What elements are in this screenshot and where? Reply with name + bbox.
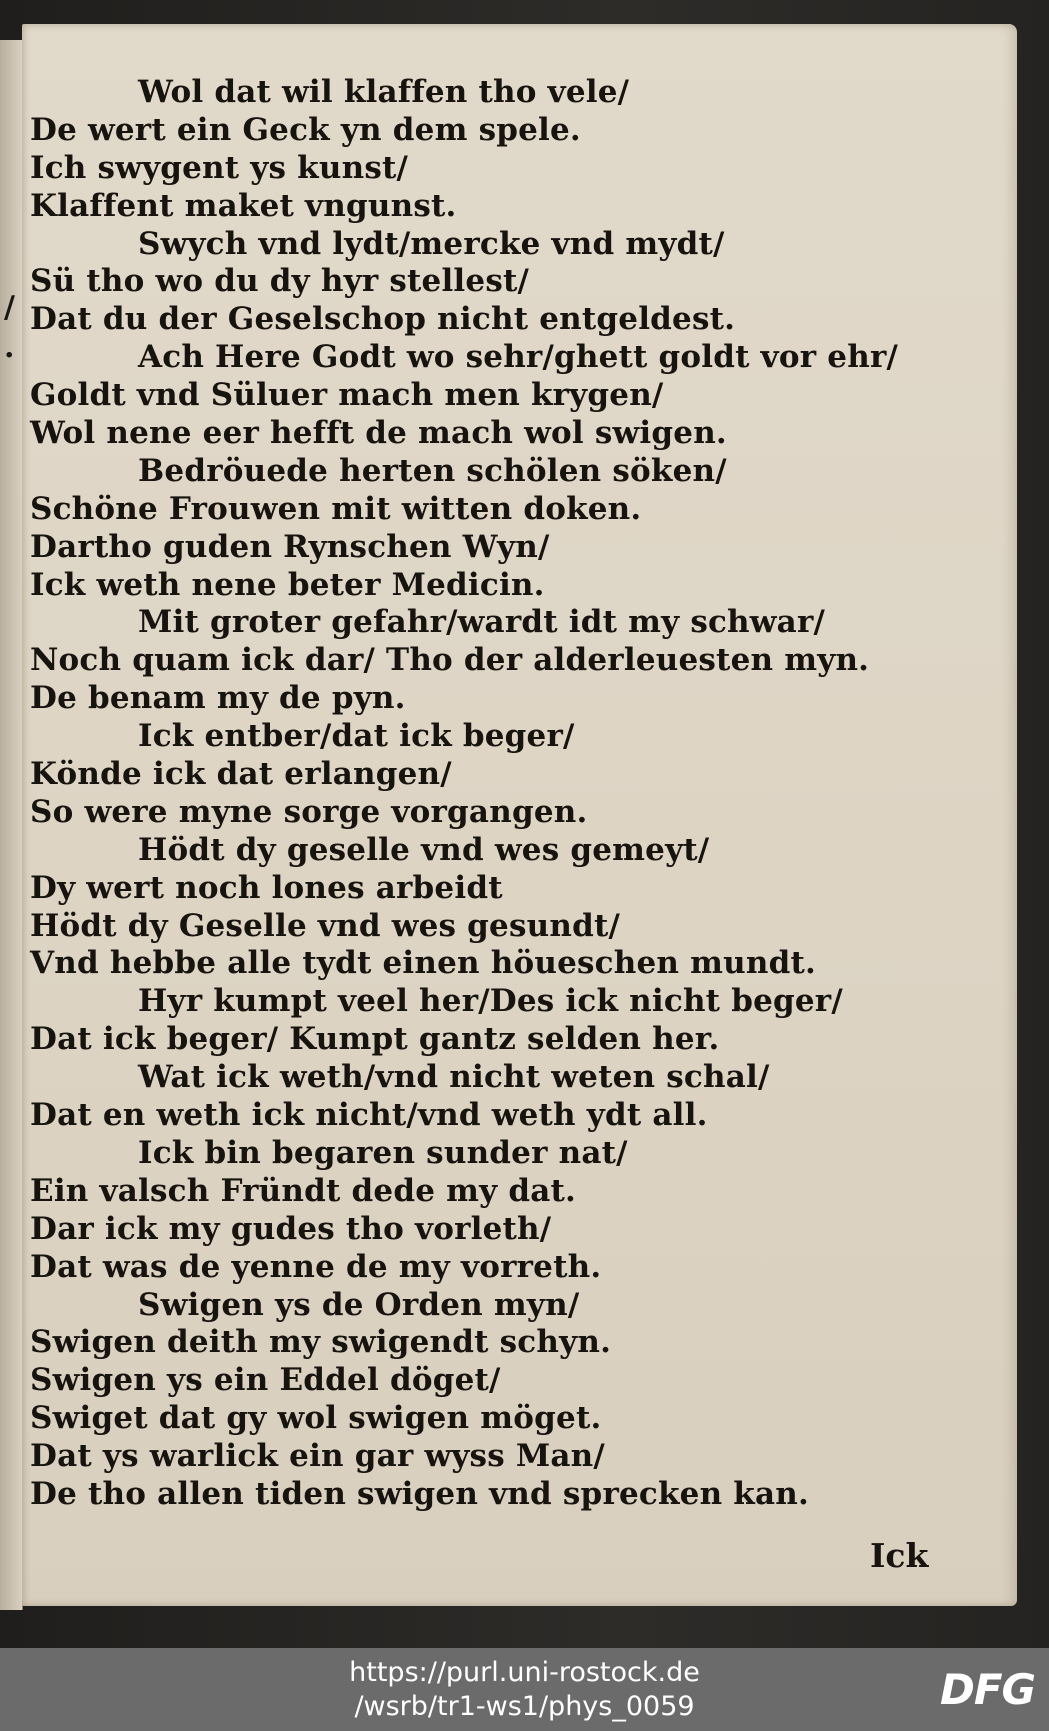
text-line: Dar ick my gudes tho vorleth/	[30, 1210, 552, 1247]
text-line: Vnd hebbe alle tydt einen höueschen mundt.	[30, 945, 817, 982]
dfg-logo: DFG	[939, 1665, 1035, 1714]
text-line: Dat ick beger/ Kumpt gantz selden her.	[30, 1021, 720, 1058]
text-line: Ein valsch Fründt dede my dat.	[30, 1172, 577, 1209]
text-line: Ach Here Godt wo sehr/ghett goldt vor ehr/	[138, 339, 898, 376]
text-line: Ick entber/dat ick beger/	[138, 718, 575, 755]
permalink-line-2: /wsrb/tr1-ws1/phys_0059	[354, 1691, 695, 1722]
text-line: Schöne Frouwen mit witten doken.	[30, 490, 642, 527]
text-line: Hödt dy geselle vnd wes gemeyt/	[138, 831, 710, 868]
text-line: Dat was de yenne de my vorreth.	[30, 1248, 602, 1285]
edge-mark: .	[4, 330, 15, 365]
text-line: So were myne sorge vorgangen.	[30, 793, 588, 830]
text-line: Swych vnd lydt/mercke vnd mydt/	[138, 225, 725, 262]
text-line: Goldt vnd Süluer mach men krygen/	[30, 377, 664, 414]
verse-text-block	[30, 74, 990, 1514]
text-line: Swigen ys de Orden myn/	[138, 1286, 580, 1323]
text-line: Dat du der Geselschop nicht entgeldest.	[30, 301, 736, 338]
text-line: Noch quam ick dar/ Tho der alderleuesten myn.	[30, 642, 870, 679]
text-line: Wol dat wil klaffen tho vele/	[138, 74, 630, 110]
text-line: Dy wert noch lones arbeidt	[30, 869, 503, 906]
book-page	[22, 24, 1017, 1606]
text-line: Dat en weth ick nicht/vnd weth ydt all.	[30, 1097, 708, 1134]
text-line: Könde ick dat erlangen/	[30, 756, 452, 793]
text-line: De wert ein Geck yn dem spele.	[30, 111, 581, 148]
text-line: Sü tho wo du dy hyr stellest/	[30, 263, 530, 300]
edge-mark: /	[4, 290, 15, 325]
permalink-line-1: https://purl.uni-rostock.de	[349, 1657, 700, 1688]
text-line: De tho allen tiden swigen vnd sprecken kan.	[30, 1475, 809, 1512]
text-line: Swigen ys ein Eddel döget/	[30, 1362, 501, 1399]
text-line: Hyr kumpt veel her/Des ick nicht beger/	[138, 983, 843, 1020]
text-line: Ich swygent ys kunst/	[30, 149, 409, 186]
text-line: Swiget dat gy wol swigen möget.	[30, 1400, 602, 1437]
text-line: Bedröuede herten schölen söken/	[138, 452, 727, 489]
text-line: Wol nene eer hefft de mach wol swigen.	[30, 415, 727, 452]
text-line: Hödt dy Geselle vnd wes gesundt/	[30, 907, 620, 944]
text-line: Mit groter gefahr/wardt idt my schwar/	[138, 604, 826, 641]
left-page-edge	[0, 40, 23, 1610]
text-line: Dartho guden Rynschen Wyn/	[30, 528, 550, 565]
text-line: Swigen deith my swigendt schyn.	[30, 1324, 612, 1361]
text-line: Ick weth nene beter Medicin.	[30, 566, 545, 603]
text-line: Klaffent maket vngunst.	[30, 187, 457, 224]
text-line: Wat ick weth/vnd nicht weten schal/	[138, 1059, 770, 1096]
text-line: De benam my de pyn.	[30, 680, 406, 717]
text-line: Ick bin begaren sunder nat/	[138, 1134, 628, 1171]
text-line: Dat ys warlick ein gar wyss Man/	[30, 1438, 605, 1475]
catchword: Ick	[870, 1536, 929, 1575]
permalink[interactable]	[0, 1656, 1049, 1724]
footer-bar	[0, 1648, 1049, 1731]
